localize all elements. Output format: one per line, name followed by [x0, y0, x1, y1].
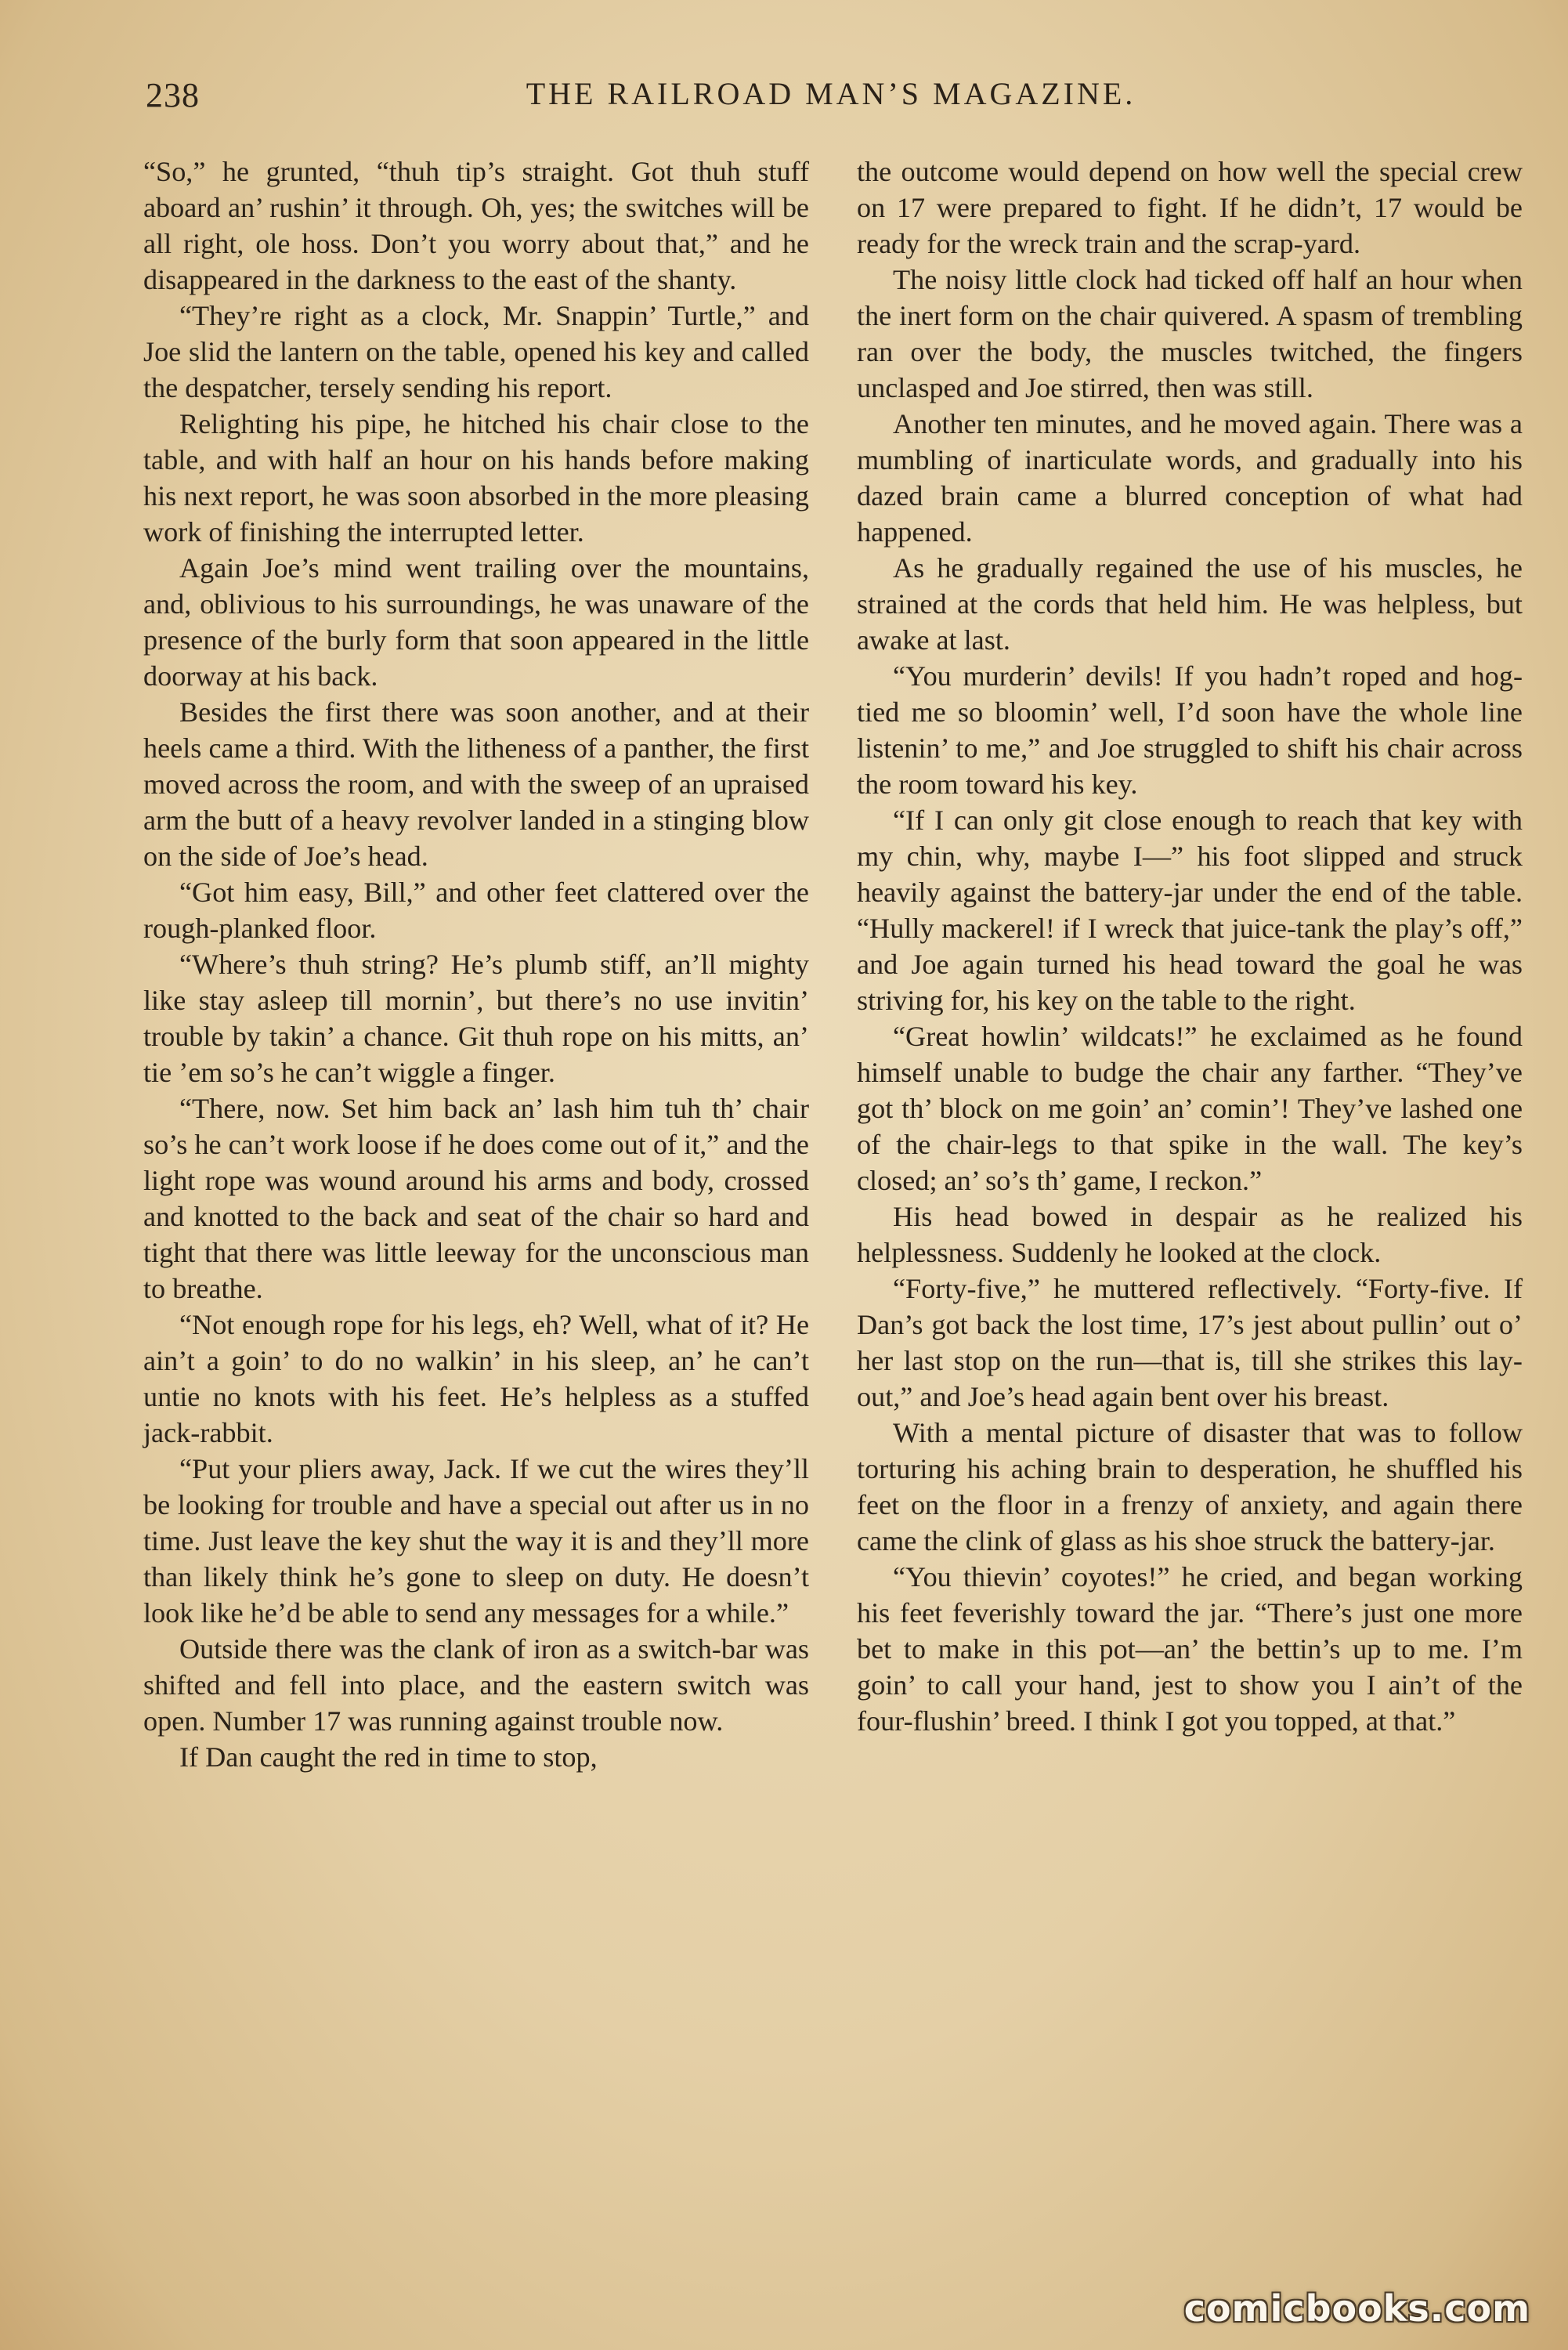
paragraph: As he gradually regained the use of his muscles, he strained at the cords that held him. He was helpless, but awake at last. [857, 552, 1523, 656]
left-column [143, 154, 809, 1775]
paragraph: “If I can only git close enough to reach that key with my chin, why, maybe I—” his foot slipped and struck heavily against the battery-jar under the end of the table. “Hully mackerel! if I wreck that juice-tank the play’s off,” and Joe again turned his head toward the goal he was striving for, his key on the table to the right. [857, 804, 1523, 1016]
paragraph: “They’re right as a clock, Mr. Snappin’ Turtle,” and Joe slid the lantern on the table, opened his key and called the despatcher, tersely sending his report. [143, 300, 809, 403]
paragraph: Another ten minutes, and he moved again. There was a mumbling of inarticulate words, and gradually into his dazed brain came a blurred conception of what had happened. [857, 408, 1523, 548]
paragraph: “There, now. Set him back an’ lash him tuh th’ chair so’s he can’t work loose if he does come out of it,” and the light rope was wound around his arms and body, crossed and knotted to the back and seat of the chair so hard and tight that there was little leeway for the unconscious man to breathe. [143, 1093, 809, 1304]
paragraph: Again Joe’s mind went trailing over the mountains, and, oblivious to his surroundings, he was unaware of the presence of the burly form that soon appeared in the little doorway at his back. [143, 552, 809, 692]
paragraph: Relighting his pipe, he hitched his chair close to the table, and with half an hour on his hands before making his next report, he was soon absorbed in the more pleasing work of finishing the interrupted letter. [143, 408, 809, 548]
paragraph: Besides the first there was soon another, and at their heels came a third. With the litheness of a panther, the first moved across the room, and with the sweep of an upraised arm the butt of a heavy revolver landed in a stinging blow on the side of Joe’s head. [143, 696, 809, 872]
paragraph: “Put your pliers away, Jack. If we cut the wires they’ll be looking for trouble and have a special out after us in no time. Just leave the key shut the way it is and they’ll more than likely think he’s gone to sleep on duty. He doesn’t look like he’d be able to send any messages for a while.” [143, 1453, 809, 1629]
paragraph: “Got him easy, Bill,” and other feet clattered over the rough-planked floor. [143, 877, 809, 944]
paragraph: “Not enough rope for his legs, eh? Well, what of it? He ain’t a goin’ to do no walkin’ in his sleep, an’ he can’t untie no knots with his feet. He’s helpless as a stuffed jack-rabbit. [143, 1309, 809, 1448]
paragraph: “You murderin’ devils! If you hadn’t roped and hog-tied me so bloomin’ well, I’d soon have the whole line listenin’ to me,” and Joe struggled to shift his chair across the room toward his key. [857, 660, 1523, 800]
watermark: comicbooks.com [1183, 2287, 1530, 2330]
paragraph: “You thievin’ coyotes!” he cried, and began working his feet feverishly toward the jar. “There’s just one more bet to make in this pot—an’ the bettin’s up to me. I’m goin’ to call your hand, jest to show you I ain’t of the four-flushin’ breed. I think I got you topped, at that.” [857, 1561, 1523, 1737]
paragraph: “Great howlin’ wildcats!” he exclaimed as he found himself unable to budge the chair any farther. “They’ve got th’ block on me goin’ an’ comin’! They’ve lashed one of the chair-legs to that spike in the wall. The key’s closed; an’ so’s th’ game, I reckon.” [857, 1021, 1523, 1196]
page-header [146, 75, 1516, 122]
right-column [857, 154, 1523, 1739]
page-number: 238 [146, 76, 200, 114]
paragraph: If Dan caught the red in time to stop, [179, 1741, 598, 1773]
paragraph: With a mental picture of disaster that was to follow torturing his aching brain to desperation, he shuffled his feet on the floor in a frenzy of anxiety, and again there came the clink of glass as his shoe struck the battery-jar. [857, 1417, 1523, 1556]
paragraph: His head bowed in despair as he realized his helplessness. Suddenly he looked at the clock. [857, 1201, 1523, 1268]
paragraph: “So,” he grunted, “thuh tip’s straight. Got thuh stuff aboard an’ rushin’ it through. Oh, yes; the switches will be all right, ole hoss. Don’t you worry about that,” and he disappeared in the darkness to the east of the shanty. [143, 156, 809, 295]
running-head: THE RAILROAD MAN’S MAGAZINE. [526, 76, 1136, 111]
paragraph: the outcome would depend on how well the special crew on 17 were prepared to fight. If he didn’t, 17 would be ready for the wreck train and the scrap-yard. [857, 156, 1523, 259]
paragraph: The noisy little clock had ticked off half an hour when the inert form on the chair quivered. A spasm of trembling ran over the body, the muscles twitched, the fingers unclasped and Joe stirred, then was still. [857, 264, 1523, 403]
paragraph: “Forty-five,” he muttered reflectively. “Forty-five. If Dan’s got back the lost time, 17’s jest about pullin’ out o’ her last stop on the run—that is, till she strikes this lay-out,” and Joe’s head again bent over his breast. [857, 1273, 1523, 1412]
paragraph: Outside there was the clank of iron as a switch-bar was shifted and fell into place, and the eastern switch was open. Number 17 was running against trouble now. [143, 1633, 809, 1737]
paragraph: “Where’s thuh string? He’s plumb stiff, an’ll mighty like stay asleep till mornin’, but there’s no use invitin’ trouble by takin’ a chance. Git thuh rope on his mitts, an’ tie ’em so’s he can’t wiggle a finger. [143, 949, 809, 1088]
